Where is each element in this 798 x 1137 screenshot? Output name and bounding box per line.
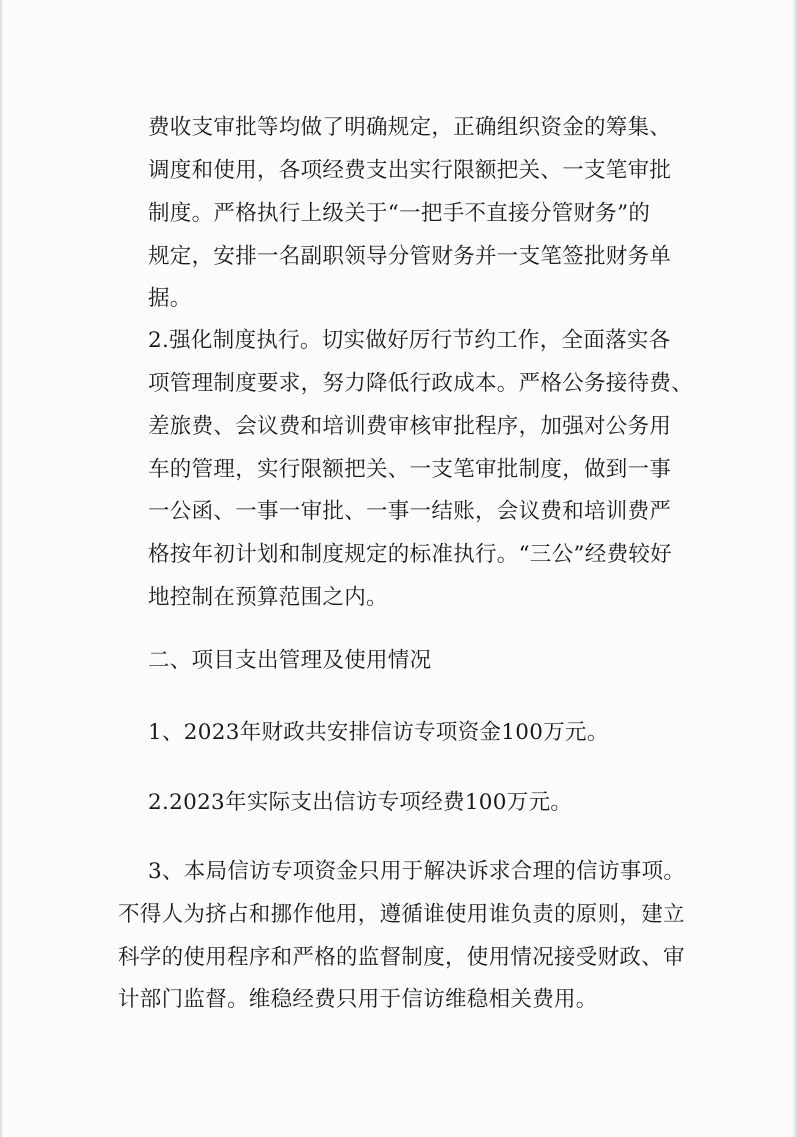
paragraph-1-line-3: 制度。严格执行上级关于“一把手不直接分管财务”的 [148,201,651,226]
paragraph-1-line-1: 费收支审批等均做了明确规定，正确组织资金的筹集、 [148,115,672,140]
item-3-line-4: 计部门监督。维稳经费只用于信访维稳相关费用。 [118,987,598,1012]
paragraph-1-line-2: 调度和使用，各项经费支出实行限额把关、一支笔审批 [148,158,672,183]
paragraph-1-line-4: 规定，安排一名副职领导分管财务并一支笔签批财务单 [148,244,672,269]
item-3-line-2: 不得人为挤占和挪作他用，遵循谁使用谁负责的原则，建立 [118,902,685,927]
paragraph-1-line-5: 据。 [148,286,192,311]
paragraph-2-line-7: 地控制在预算范围之内。 [148,585,388,610]
paragraph-2-line-5: 一公函、一事一审批、一事一结账，会议费和培训费严 [148,499,672,524]
paragraph-2-line-1: 2.强化制度执行。切实做好厉行节约工作，全面落实各 [148,328,671,353]
paragraph-2-line-3: 差旅费、会议费和培训费审核审批程序，加强对公务用 [148,414,672,439]
item-2: 2.2023年实际支出信访专项经费100万元。 [148,790,573,815]
paragraph-2-line-6: 格按年初计划和制度规定的标准执行。“三公”经费较好 [148,542,672,567]
paragraph-2-line-2: 项管理制度要求，努力降低行政成本。严格公务接待费、 [148,371,694,396]
scan-edge-left [0,0,3,1137]
paragraph-2-line-4: 车的管理，实行限额把关、一支笔审批制度，做到一事 [148,457,672,482]
item-3-line-1: 3、本局信访专项资金只用于解决诉求合理的信访事项。 [148,859,686,884]
item-1: 1、2023年财政共安排信访专项资金100万元。 [148,720,609,745]
item-3-line-3: 科学的使用程序和严格的监督制度，使用情况接受财政、审 [118,945,685,970]
scan-edge-right [792,0,798,1137]
section-heading: 二、项目支出管理及使用情况 [148,648,432,673]
